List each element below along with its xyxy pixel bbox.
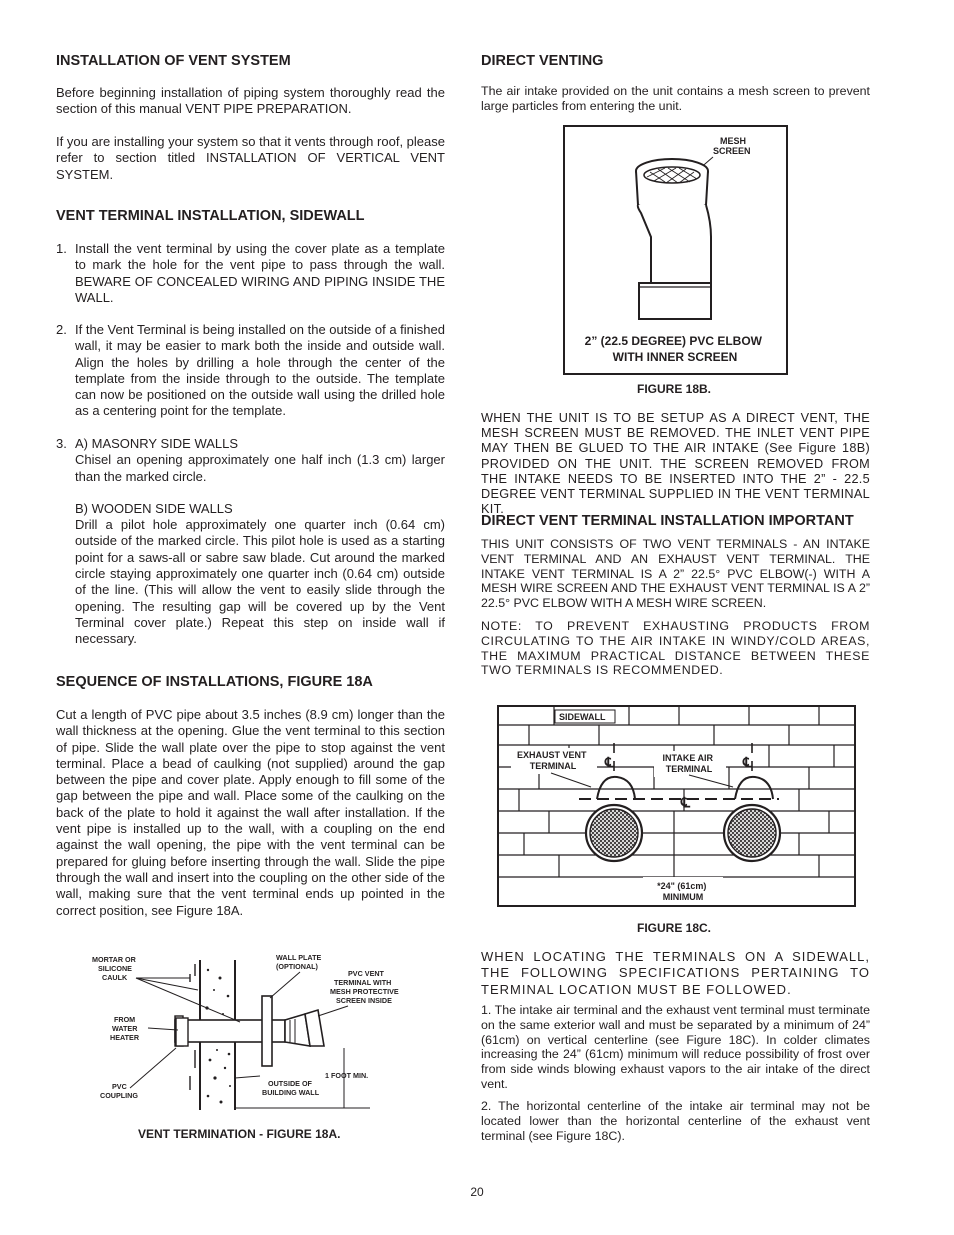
figure-18b-diagram	[565, 127, 786, 373]
label-outside-wall: OUTSIDE OF BUILDING WALL	[262, 1079, 320, 1097]
label-from-water-heater: FROM WATER HEATER	[110, 1015, 140, 1042]
step-3	[56, 436, 445, 648]
figure-18c-box	[497, 705, 856, 907]
figure-18c-caption: FIGURE 18C.	[637, 921, 712, 935]
sidewall-heading: VENT TERMINAL INSTALLATION, SIDEWALL	[56, 208, 365, 224]
cl-symbol-intake: ℄	[743, 754, 752, 770]
locating-paragraph: WHEN LOCATING THE TERMINALS ON A SIDEWALL, THE FOLLOWING SPECIFICATIONS PERTAINING TO TERMINAL LOCATION MUST BE FOLLOWED.	[481, 949, 870, 997]
label-sidewall: SIDEWALL	[559, 712, 606, 722]
brick-wall	[499, 707, 854, 877]
install-paragraph-1: Before beginning installation of piping system thoroughly read the section of this manual VENT PIPE PREPARATION.	[56, 85, 445, 117]
step-3-b-title: B) WOODEN SIDE WALLS	[75, 500, 233, 516]
step-1-number: 1.	[56, 241, 67, 256]
label-elbow: 2” (22.5 DEGREE) PVC ELBOW WITH INNER SCREEN	[584, 334, 763, 364]
install-paragraph-2: If you are installing your system so that it vents through roof, please refer to section titled INSTALLATION OF VERTICAL VENT SYSTEM.	[56, 134, 445, 182]
setup-paragraph: WHEN THE UNIT IS TO BE SETUP AS A DIRECT VENT, THE MESH SCREEN MUST BE REMOVED. THE INLET VENT PIPE MAY THEN BE GLUED TO THE AIR INTAKE (See Figure 18B) PROVIDED ON THE UNIT. THE SCREEN REMOVED FROM THE INTAKE NEEDS TO BE INSERTED INTO THE 2” - 22.5 DEGREE VENT TERMINAL SUPPLIED IN THE VENT TERMINAL KIT.	[481, 411, 870, 517]
note-paragraph: NOTE: TO PREVENT EXHAUSTING PRODUCTS FROM CIRCULATING TO THE AIR INTAKE IN WINDY/COLD AREAS, THE MAXIMUM PRACTICAL DISTANCE BETWEEN THESE TWO TERMINALS IS RECOMMENDED.	[481, 619, 870, 678]
label-pvc-vent: PVC VENT TERMINAL WITH MESH PROTECTIVE SCREEN INSIDE	[330, 969, 399, 1005]
label-mesh-screen: MESH SCREEN	[713, 136, 751, 156]
figure-18b-box	[563, 125, 788, 375]
direct-venting-paragraph: The air intake provided on the unit contains a mesh screen to prevent large particles from entering the unit.	[481, 84, 870, 113]
step-1-text: Install the vent terminal by using the cover plate as a template to mark the hole for the vent pipe to pass through the wall. BEWARE OF CONCEALED WIRING AND PIPING INSIDE THE WALL.	[75, 241, 445, 305]
pvc-coupling	[176, 1018, 188, 1046]
direct-venting-heading: DIRECT VENTING	[481, 53, 604, 69]
label-exhaust: EXHAUST VENT TERMINAL	[516, 750, 587, 771]
spec-1-paragraph: 1. The intake air terminal and the exhaust vent terminal must terminate on the same exterior wall and must be separated by a minimum of 24” (61cm) on vertical centerline (see Figure 18C). In colder climates increasing the 24” (61cm) minimum will reduce possibility of frost over from side winds blowing exhaust vapors to the air intake of the direct vent.	[481, 1003, 870, 1091]
step-2	[56, 322, 445, 420]
step-3-b-text: Drill a pilot hole approximately one quarter inch (0.64 cm) outside of the marked circle. This pilot hole is used as a starting point for a saws-all or sabre saw blade. Cut around the marked circle staying approximately one quarter inch (0.64 cm) outside of the line. (This will allow the vent to easily slide through the opening. The resulting gap will be covered up by the Vent Terminal cover plate.) Repeat this step on inside wall if necessary.	[75, 517, 445, 647]
cl-symbol-exhaust: ℄	[605, 754, 614, 770]
step-3-a-title: A) MASONRY SIDE WALLS	[75, 436, 239, 451]
figure-18a-caption: VENT TERMINATION - FIGURE 18A.	[138, 1127, 341, 1141]
spec-2-paragraph: 2. The horizontal centerline of the intake air terminal may not be located lower than the horizontal centerline of the exhaust vent terminal (see Figure 18C).	[481, 1099, 870, 1143]
figure-18c-diagram	[499, 707, 854, 905]
label-one-foot: 1 FOOT MIN.	[325, 1071, 369, 1080]
step-2-number: 2.	[56, 322, 67, 337]
label-minimum: *24" (61cm) MINIMUM	[657, 881, 707, 902]
pvc-pipe	[175, 996, 324, 1066]
step-3-a-text: Chisel an opening approximately one half inch (1.3 cm) larger than the marked circle.	[75, 452, 445, 484]
pvc-elbow	[636, 159, 711, 319]
important-paragraph: THIS UNIT CONSISTS OF TWO VENT TERMINALS - AN INTAKE VENT TERMINAL AND AN EXHAUST VENT TERMINAL. THE INTAKE VENT TERMINAL IS A 2” 22.5° PVC ELBOW(-) WITH A MESH WIRE SCREEN AND THE EXHAUST VENT TERMINAL IS A 2” 22.5° PVC ELBOW WITH A MESH WIRE SCREEN.	[481, 537, 870, 611]
install-heading: INSTALLATION OF VENT SYSTEM	[56, 53, 291, 69]
important-heading: DIRECT VENT TERMINAL INSTALLATION IMPORTANT	[481, 513, 854, 529]
cl-symbol-center: ℄	[681, 794, 690, 810]
sequence-paragraph: Cut a length of PVC pipe about 3.5 inches (8.9 cm) longer than the wall thickness at the opening. Glue the vent terminal to this section of pipe. Slide the wall plate over the pipe to stop against the vent terminal. Place a bead of caulking (not supplied) around the gap between the pipe and cover plate. Apply enough to fill some of the gap between the pipe and wall. Place some of the caulking on the back of the plate to hold it against the wall after installation. If the vent pipe is installed up to the wall, with a coupling on the end against the wall opening, the pipe with the vent terminal can be prepared for gluing before inserting through the wall. Slide the pipe through the wall and insert into the coupling on the other side of the wall, making sure that the vent terminal ends up pointed in the correct position, see Figure 18A.	[56, 707, 445, 918]
figure-18a-diagram	[90, 950, 399, 1115]
label-mortar: MORTAR OR SILICONE CAULK	[92, 955, 136, 982]
sequence-heading: SEQUENCE OF INSTALLATIONS, FIGURE 18A	[56, 674, 373, 690]
label-intake: INTAKE AIR TERMINAL	[662, 753, 713, 774]
step-2-text: If the Vent Terminal is being installed on the outside of a finished wall, it may be easier to mark both the inside and outside wall. Align the holes by drilling a hole through the center of the template from the inside through to the outside. The template can now be positioned on the outside wall using the drilled hole as a centering point for the template.	[75, 322, 445, 419]
label-pvc-coupling: PVC COUPLING	[100, 1082, 138, 1100]
step-3-number: 3.	[56, 436, 67, 451]
page-number: 20	[470, 1185, 484, 1199]
label-wall-plate: WALL PLATE (OPTIONAL)	[276, 953, 322, 971]
figure-18b-caption: FIGURE 18B.	[637, 382, 712, 396]
step-1	[56, 241, 445, 306]
